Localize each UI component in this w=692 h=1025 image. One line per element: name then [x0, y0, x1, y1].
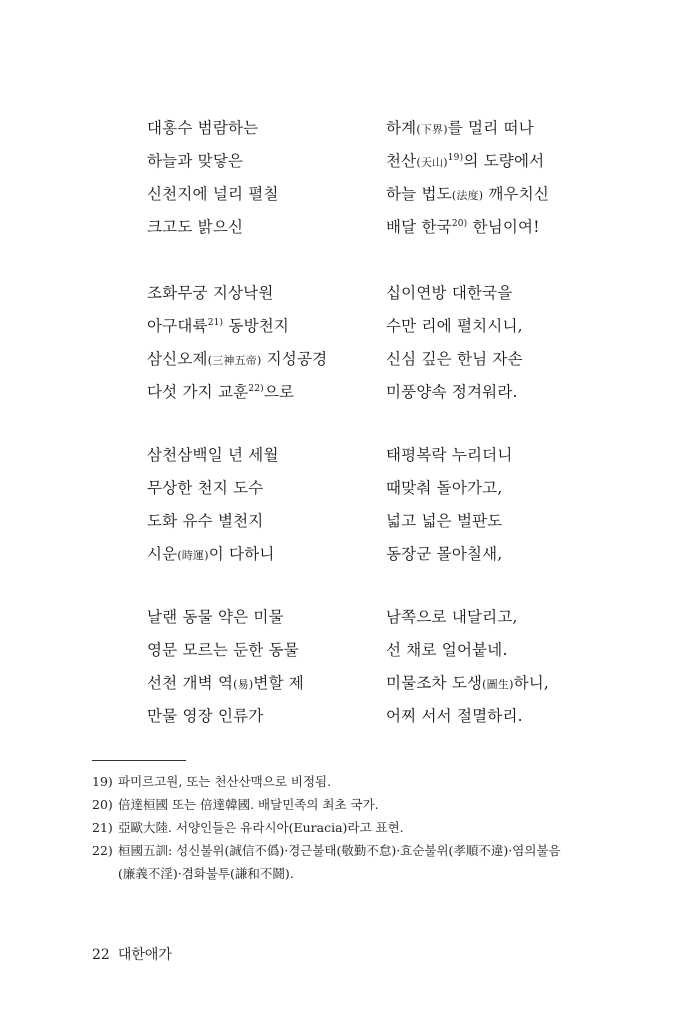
hanja-gloss: (下界) [416, 123, 448, 136]
hanja-gloss: (時運) [177, 549, 209, 562]
verse-line: 날랜 동물 약은 미물 [147, 608, 284, 626]
verse-line: 넓고 넓은 벌판도 [386, 512, 503, 530]
verse-line: 하계(下界)를 멀리 떠나 [386, 119, 534, 137]
footnote-21 [92, 816, 612, 839]
footnote-divider [92, 760, 186, 761]
verse-line: 도화 유수 별천지 [147, 512, 264, 530]
verse-line: 조화무궁 지상낙원 [147, 284, 274, 302]
verse-line: 수만 리에 펼치시니, [386, 317, 523, 335]
hanja-gloss: (法度) [451, 189, 484, 202]
footnote-20 [92, 793, 612, 816]
verse-line: 무상한 천지 도수 [147, 479, 264, 497]
footnote-ref[interactable]: 22) [248, 383, 264, 394]
footnote-22-continuation [92, 862, 612, 885]
verse-line: 때맞춰 돌아가고, [386, 479, 503, 497]
verse-line: 다섯 가지 교훈$^{22)}$으로 [147, 383, 295, 401]
footnote-ref[interactable]: 20) [451, 218, 468, 229]
running-title: 대한애가 [117, 947, 172, 963]
footnote-ref[interactable]: 21) [207, 317, 224, 328]
page-footer [92, 944, 172, 964]
verse-line: 시운(時運)이 다하니 [147, 545, 275, 563]
footnote-number: 22) [92, 843, 113, 858]
verse-line: 만물 영장 인류가 [147, 707, 264, 725]
footnote-number: 19) [92, 774, 113, 789]
footnote-text: 파미르고원, 또는 천산산맥으로 비정됨. [118, 774, 332, 789]
verse-line: 삼신오제(三神五帝) 지성공경 [147, 350, 328, 368]
footnote-text: (廉義不淫)·겸화불투(謙和不鬪). [118, 866, 294, 881]
verse-line: 영문 모르는 둔한 동물 [147, 641, 299, 659]
verse-line: 어찌 서서 절멸하리. [386, 707, 523, 725]
verse-line: 크고도 밝으신 [147, 218, 244, 236]
verse-line: 선 채로 얼어붙네. [386, 641, 508, 659]
hanja-gloss: (易) [233, 678, 254, 691]
hanja-gloss: (三神五帝) [207, 354, 262, 367]
hanja-gloss: (圖生) [482, 678, 514, 691]
verse-line: 아구대륙$^{21)}$ 동방천지 [147, 317, 290, 335]
verse-line: 동장군 몰아칠새, [386, 545, 503, 563]
verse-line: 하늘 법도(法度) 깨우치신 [386, 185, 550, 203]
verse-line: 미풍양속 정겨워라. [386, 383, 518, 401]
verse-line: 십이연방 대한국을 [386, 284, 513, 302]
footnote-text: 亞歐大陸. 서양인들은 유라시아(Euracia)라고 표현. [118, 820, 404, 835]
footnote-19 [92, 770, 612, 793]
verse-line: 하늘과 맞닿은 [147, 152, 244, 170]
verse-line: 미물조차 도생(圖生)하니, [386, 674, 550, 692]
verse-line: 삼천삼백일 년 세월 [147, 446, 279, 464]
verse-line: 남쪽으로 내달리고, [386, 608, 518, 626]
footnote-number: 21) [92, 820, 113, 835]
footnote-22 [92, 839, 612, 862]
footnote-text: 倍達桓國 또는 倍達韓國. 배달민족의 최초 국가. [118, 797, 379, 812]
page-number: 22 [92, 947, 110, 963]
verse-line: 태평복락 누리더니 [386, 446, 513, 464]
verse-line: 선천 개벽 역(易)변할 제 [147, 674, 304, 692]
footnote-number: 20) [92, 797, 113, 812]
verse-line: 대홍수 범람하는 [147, 119, 259, 137]
footnotes [92, 770, 612, 885]
hanja-gloss: (天山) [416, 156, 448, 169]
verse-line: 배달 한국$^{20)}$ 한님이여! [386, 218, 540, 236]
verse-line: 신심 깊은 한님 자손 [386, 350, 523, 368]
verse-line: 신천지에 널리 펼칠 [147, 185, 279, 203]
footnote-text: 桓國五訓: 성신불위(誠信不僞)·경근불태(敬勤不怠)·효순불위(孝順不違)·염의불음 [118, 843, 561, 858]
verse-line: 천산(天山)$^{19)}$의 도량에서 [386, 152, 545, 170]
footnote-ref[interactable]: 19) [447, 152, 464, 163]
